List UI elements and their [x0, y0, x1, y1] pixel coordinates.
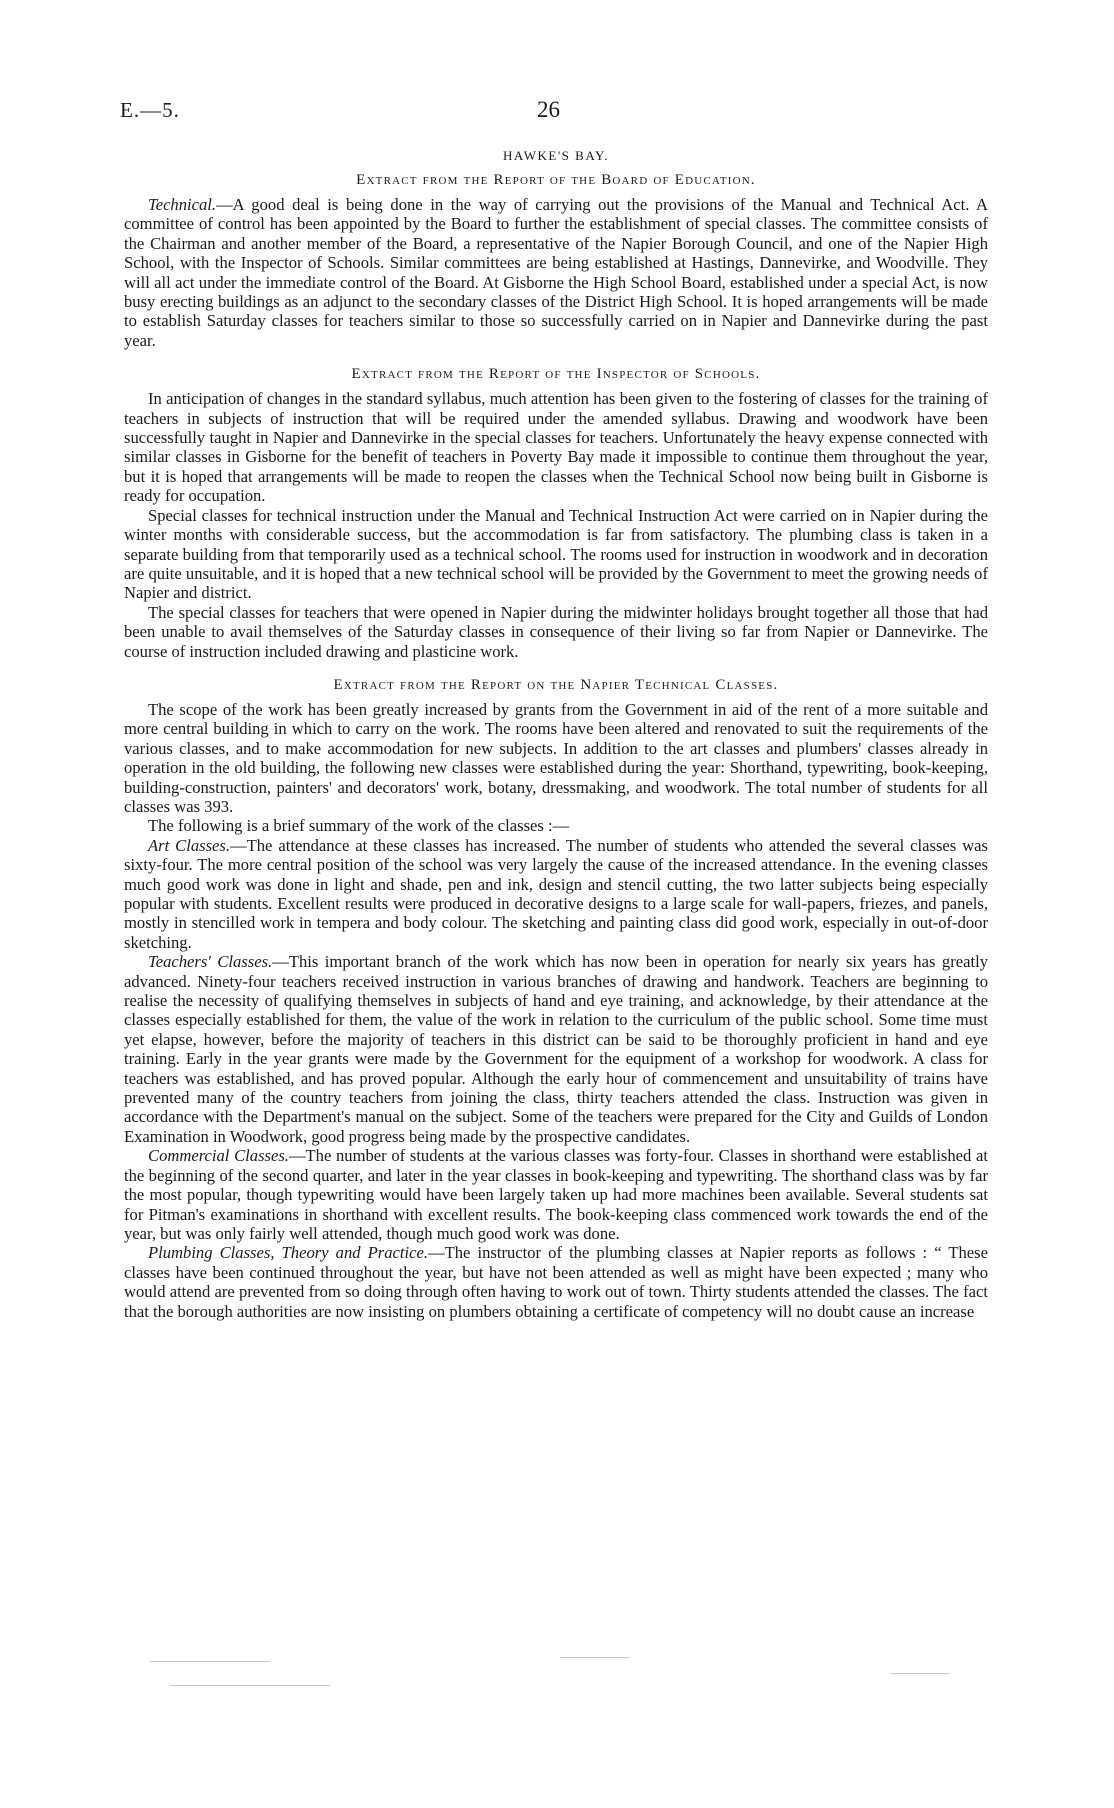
- paragraph-text: The scope of the work has been greatly increased by grants from the Government in aid of the rent of a more suitable and more central building in which to carry on the work. The rooms have been altered and renovated to suit the requirements of the various classes, and to make accommodation for new subjects. In addition to the art classes and plumbers' classes already in operation in the old building, the following new classes were established during the year: Shorthand, typewriting, book-keeping, building-construction, painters' and decorators' work, botany, dressmaking, and woodwork. The total number of students for all classes was 393.: [124, 699, 988, 816]
- paragraph-text: —The number of students at the various classes was forty-four. Classes in shorthand were established at the beginning of the second quarter, and later in the year classes in book-keeping and typewriting. The shorthand class was by far the most popular, though typewriting would have been largely taken up had more machines been available. Several students sat for Pitman's examinations in shorthand with excellent results. The book-keeping class commenced work towards the end of the year, but was only fairly well attended, though much good work was done.: [124, 1146, 988, 1243]
- section-heading-board: Extract from the Report of the Board of Education.: [356, 172, 756, 188]
- paragraph-text: Special classes for technical instruction under the Manual and Technical Instruction Act were carried on in Napier during the winter months with considerable success, but the accommodation is far from satisfactory. The plumbing class is taken in a separate building from that temporarily used as a technical school. The rooms used for instruction in woodwork and in decoration are quite unsuitable, and it is hoped that a new technical school will be provided by the Government to meet the growing needs of Napier and district.: [124, 505, 988, 603]
- paragraph: [124, 1146, 988, 1243]
- paragraph: [124, 506, 988, 603]
- paragraph: [124, 836, 988, 952]
- page-number: 26: [537, 97, 560, 122]
- paragraph-lead: Commercial Classes.: [148, 1146, 289, 1166]
- scan-speck: [890, 1673, 950, 1674]
- paragraph: [124, 1243, 988, 1321]
- report-code: E.—5.: [120, 98, 180, 122]
- scan-speck: [170, 1685, 330, 1686]
- paragraph-lead: Teachers' Classes.: [148, 952, 273, 972]
- paragraph-text: —This important branch of the work which has now been in operation for nearly six years has greatly advanced. Ninety-four teachers received instruction in various branches of drawing and handwork. Teachers are beginning to realise the necessity of qualifying themselves in subjects of hand and eye training, and acknowledge, by their attendance at the classes especially established for them, the value of the work in relation to the curriculum of the public school. Some time must yet elapse, however, before the majority of teachers in this district can be said to be thoroughly proficient in hand and eye training. Early in the year grants were made by the Government for the equipment of a workshop for woodwork. A class for teachers was established, and has proved popular. Although the early hour of commencement and unsuitability of trains have prevented many of the country teachers from joining the class, thirty teachers attended the class. Instruction was given in accordance with the Department's manual on the subject. Some of the teachers were prepared for the City and Guilds of London Examination in Woodwork, good progress being made by the prospective candidates.: [124, 952, 988, 1146]
- scan-speck: [150, 1661, 270, 1662]
- paragraph: [124, 195, 988, 350]
- district-title: HAWKE'S BAY.: [503, 148, 609, 163]
- scan-speck: [560, 1657, 630, 1658]
- section-heading-inspector: Extract from the Report of the Inspector of Schools.: [351, 366, 761, 383]
- paragraph-text: —The instructor of the plumbing classes at Napier reports as follows : “ These classes have been continued throughout the year, but have not been attended as well as might have been expected ; many who would attend are prevented from so doing through often having to work out of town. Thirty students attended the classes. The fact that the borough authorities are now insisting on plumbers obtaining a certificate of competency will no doubt cause an increase: [124, 1243, 988, 1321]
- paragraph-lead: Art Classes.: [148, 835, 231, 855]
- paragraph: [124, 389, 988, 505]
- paragraph-text: In anticipation of changes in the standard syllabus, much attention has been given to the fostering of classes for the training of teachers in subjects of instruction that will be required under the amended syllabus. Drawing and woodwork have been successfully taught in Napier and Dannevirke in the special classes for teachers. Unfortunately the heavy expense connected with similar classes in Gisborne for the benefit of teachers in Poverty Bay made it impossible to continue them throughout the year, but it is hoped that arrangements will be made to reopen the classes when the Technical School now being built in Gisborne is ready for occupation.: [124, 389, 988, 506]
- paragraph-text: —The attendance at these classes has increased. The number of students who attended the several classes was sixty-four. The more central position of the school was very largely the cause of the increased attendance. In the evening classes much good work was done in light and shade, pen and ink, design and stencil cutting, the two latter subjects being especially popular with students. Excellent results were produced in decorative designs to a large scale for wall-papers, friezes, and panels, mostly in stencilled work in tempera and body colour. The sketching and painting class did good work, especially in out-of-door sketching.: [124, 835, 988, 952]
- paragraph: [124, 603, 988, 661]
- text-column: [124, 140, 988, 1321]
- paragraph: [124, 816, 988, 835]
- paragraph-lead: Technical.: [148, 195, 217, 214]
- paragraph-text: —A good deal is being done in the way of carrying out the provisions of the Manual and Technical Act. A committee of control has been appointed by the Board to further the establishment of special classes. The committee consists of the Chairman and another member of the Board, a representative of the Napier Borough Council, and one of the Napier High School, with the Inspector of Schools. Similar committees are being established at Hastings, Dannevirke, and Woodville. They will all act under the immediate control of the Board. At Gisborne the High School Board, established under a special Act, is now busy erecting buildings as an adjunct to the secondary classes of the District High School. It is hoped arrangements will be made to establish Saturday classes for teachers similar to those so successfully carried on in Napier and Dannevirke during the past year.: [124, 195, 988, 350]
- paragraph-lead: Plumbing Classes, Theory and Practice.: [148, 1243, 428, 1263]
- paragraph: [124, 700, 988, 816]
- paragraph-text: The following is a brief summary of the work of the classes :—: [148, 816, 570, 836]
- paragraph: [124, 952, 988, 1146]
- scan-noise: [150, 1655, 990, 1695]
- paragraph-text: The special classes for teachers that were opened in Napier during the midwinter holidays brought together all those that had been unable to avail themselves of the Saturday classes in consequence of their living so far from Napier or Dannevirke. The course of instruction included drawing and plasticine work.: [124, 602, 988, 661]
- section-heading-technical-classes: Extract from the Report on the Napier Technical Classes.: [333, 676, 779, 693]
